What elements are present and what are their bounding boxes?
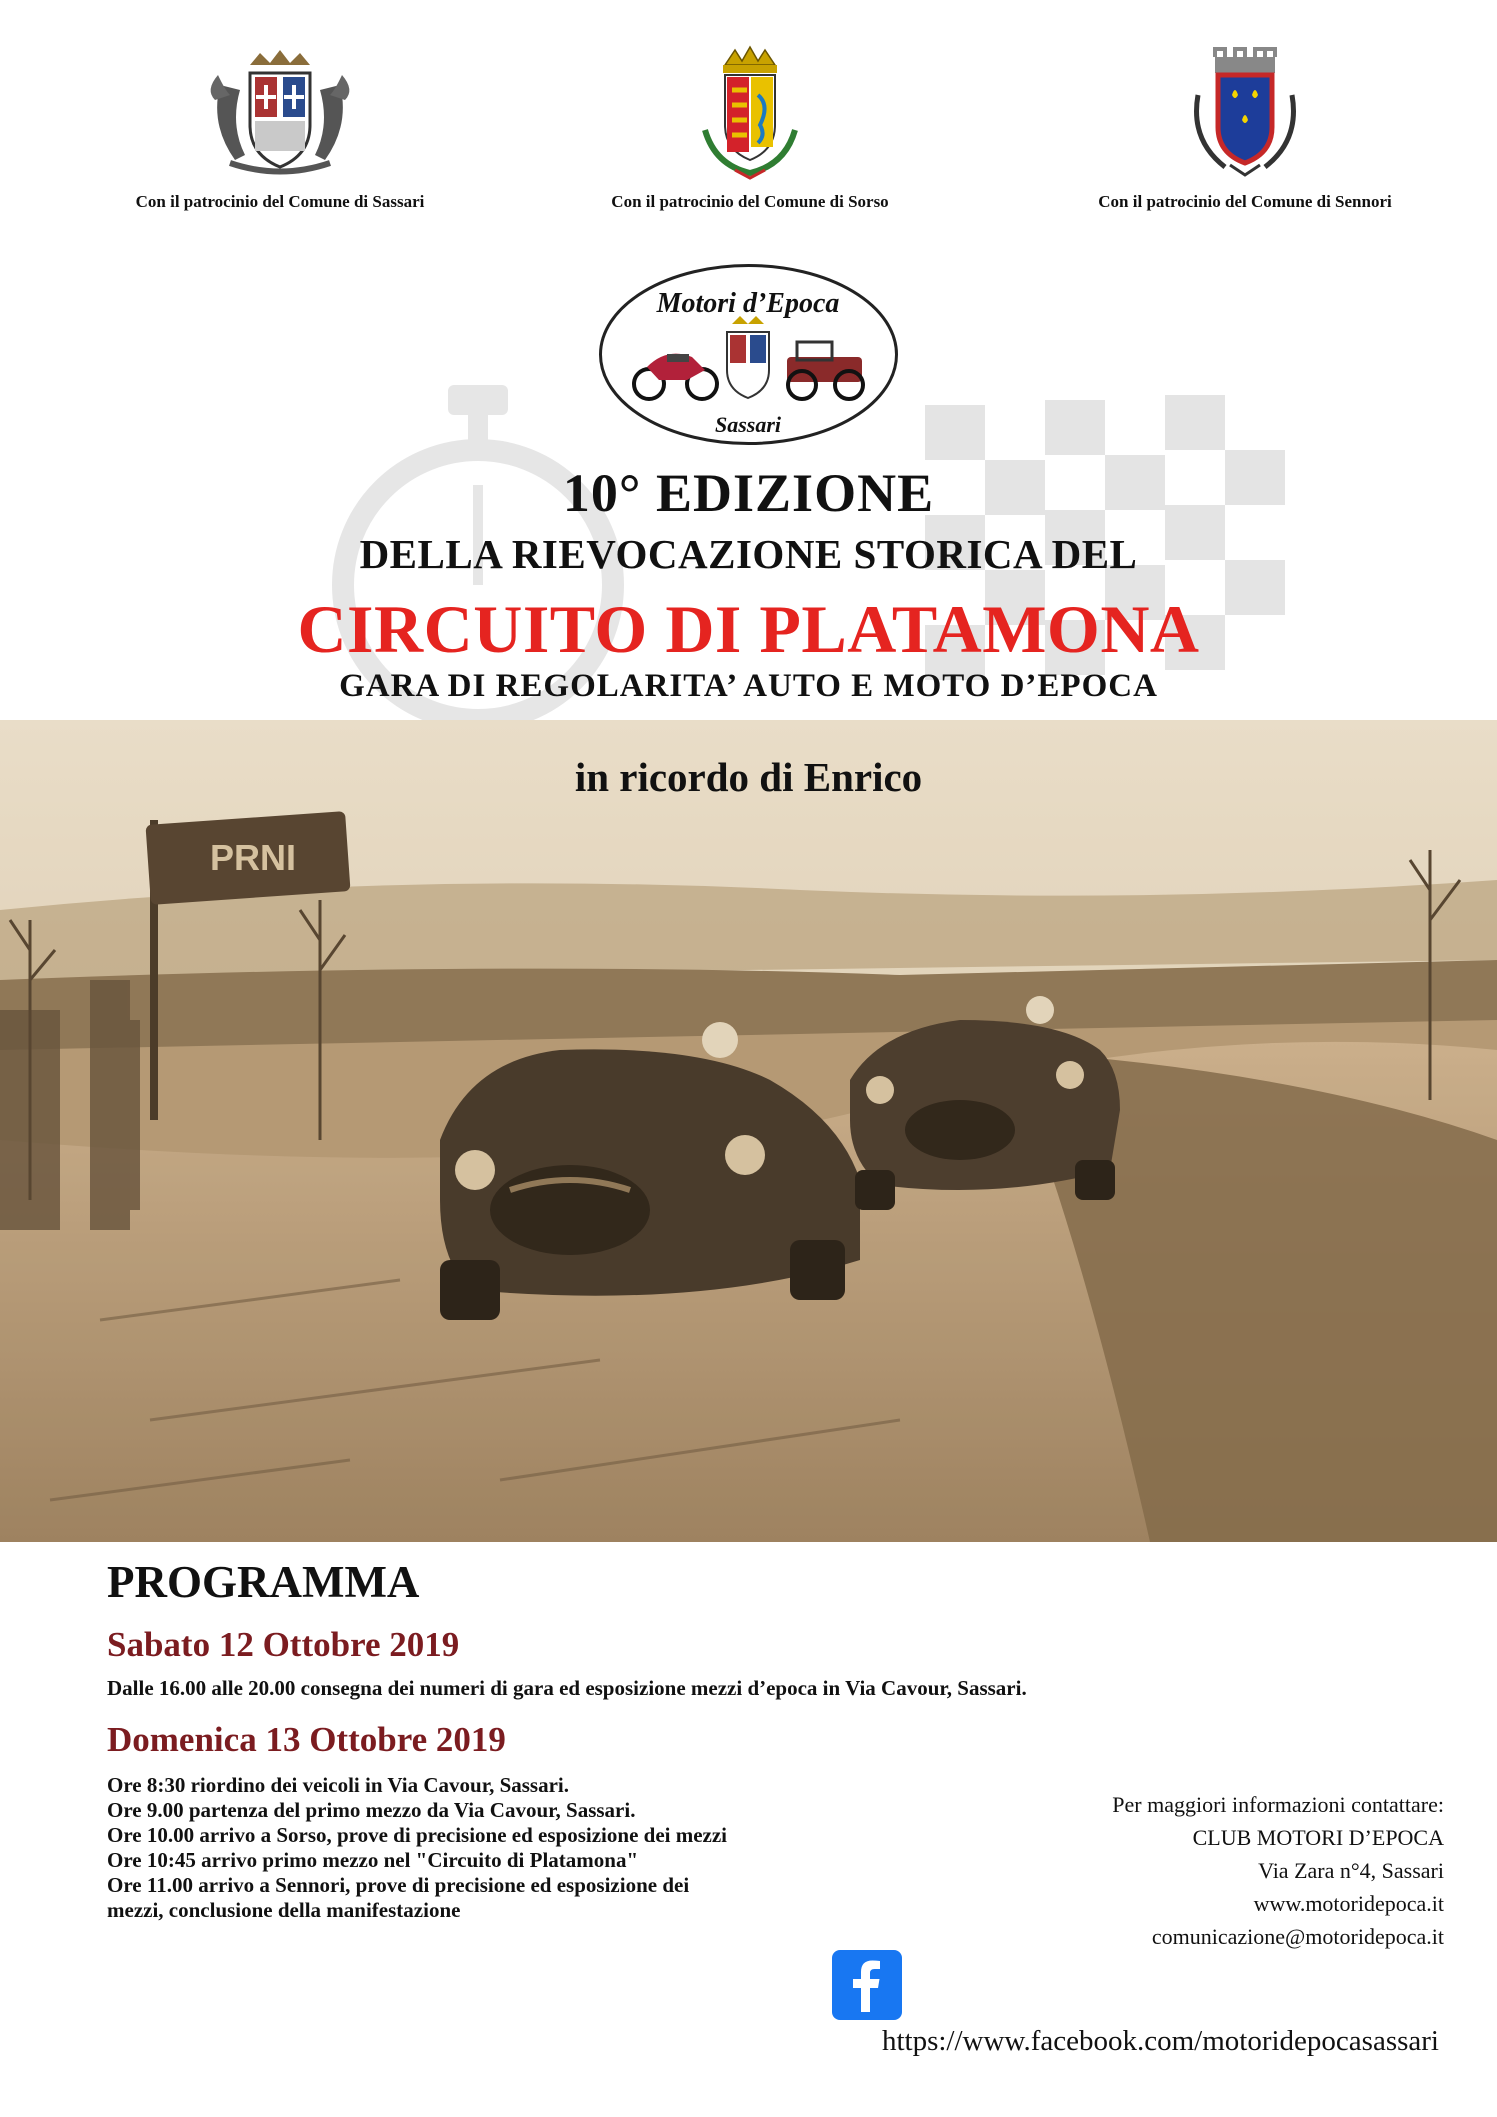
day2-schedule (107, 1773, 747, 1923)
contacts-block (1112, 1788, 1444, 1953)
event-title: CIRCUITO DI PLATAMONA (297, 591, 1200, 667)
svg-text:PRNI: PRNI (210, 837, 297, 878)
tagline: GARA DI REGOLARITA’ AUTO E MOTO D’EPOCA (339, 668, 1158, 704)
club-logo-bottom-text: Sassari (714, 412, 782, 437)
schedule-item: Ore 10:45 arrivo primo mezzo nel "Circuito di Platamona" (107, 1848, 639, 1872)
club-logo (597, 262, 900, 447)
patronage-sorso (590, 45, 910, 212)
patronage-text: Con il patrocinio del Comune di Sorso (611, 192, 889, 211)
schedule-item: Ore 11.00 arrivo a Sennori, prove di precisione ed esposizione dei mezzi, conclusione della manifestazione (107, 1873, 690, 1922)
patronage-text: Con il patrocinio del Comune di Sassari (135, 192, 425, 211)
club-logo-top-text: Motori d’Epoca (656, 288, 840, 319)
program-heading: PROGRAMMA (107, 1557, 420, 1607)
sassari-crest-icon (200, 45, 360, 180)
facebook-url[interactable]: https://www.facebook.com/motoridepocasassari (881, 2025, 1439, 2057)
dedication: in ricordo di Enrico (574, 754, 923, 800)
club-name: CLUB MOTORI D’EPOCA (1192, 1825, 1444, 1850)
contacts-intro: Per maggiori informazioni contattare: (1112, 1792, 1444, 1817)
edition-title: 10° EDIZIONE (562, 463, 935, 523)
day1-item: Dalle 16.00 alle 20.00 consegna dei numeri di gara ed esposizione mezzi d’epoca in Via Cavour, Sassari. (107, 1676, 1027, 1700)
sorso-crest-icon (690, 45, 810, 180)
club-address: Via Zara n°4, Sassari (1258, 1858, 1444, 1883)
schedule-item: Ore 9.00 partenza del primo mezzo da Via Cavour, Sassari. (107, 1798, 636, 1822)
race-photo (0, 720, 1497, 1542)
patronage-text: Con il patrocinio del Comune di Sennori (1098, 192, 1392, 211)
club-website[interactable]: www.motoridepoca.it (1253, 1891, 1444, 1916)
subtitle: DELLA RIEVOCAZIONE STORICA DEL (359, 531, 1138, 577)
schedule-item: Ore 8:30 riordino dei veicoli in Via Cavour, Sassari. (107, 1773, 570, 1797)
facebook-icon[interactable] (832, 1950, 902, 2020)
sennori-crest-icon (1180, 45, 1310, 180)
schedule-item: Ore 10.00 arrivo a Sorso, prove di precisione ed esposizione dei mezzi (107, 1823, 728, 1847)
day2-label: Domenica 13 Ottobre 2019 (107, 1720, 506, 1759)
day1-label: Sabato 12 Ottobre 2019 (107, 1625, 460, 1664)
patronage-sennori (1085, 45, 1405, 212)
patronage-sassari (120, 45, 440, 212)
club-email[interactable]: comunicazione@motoridepoca.it (1151, 1924, 1444, 1949)
